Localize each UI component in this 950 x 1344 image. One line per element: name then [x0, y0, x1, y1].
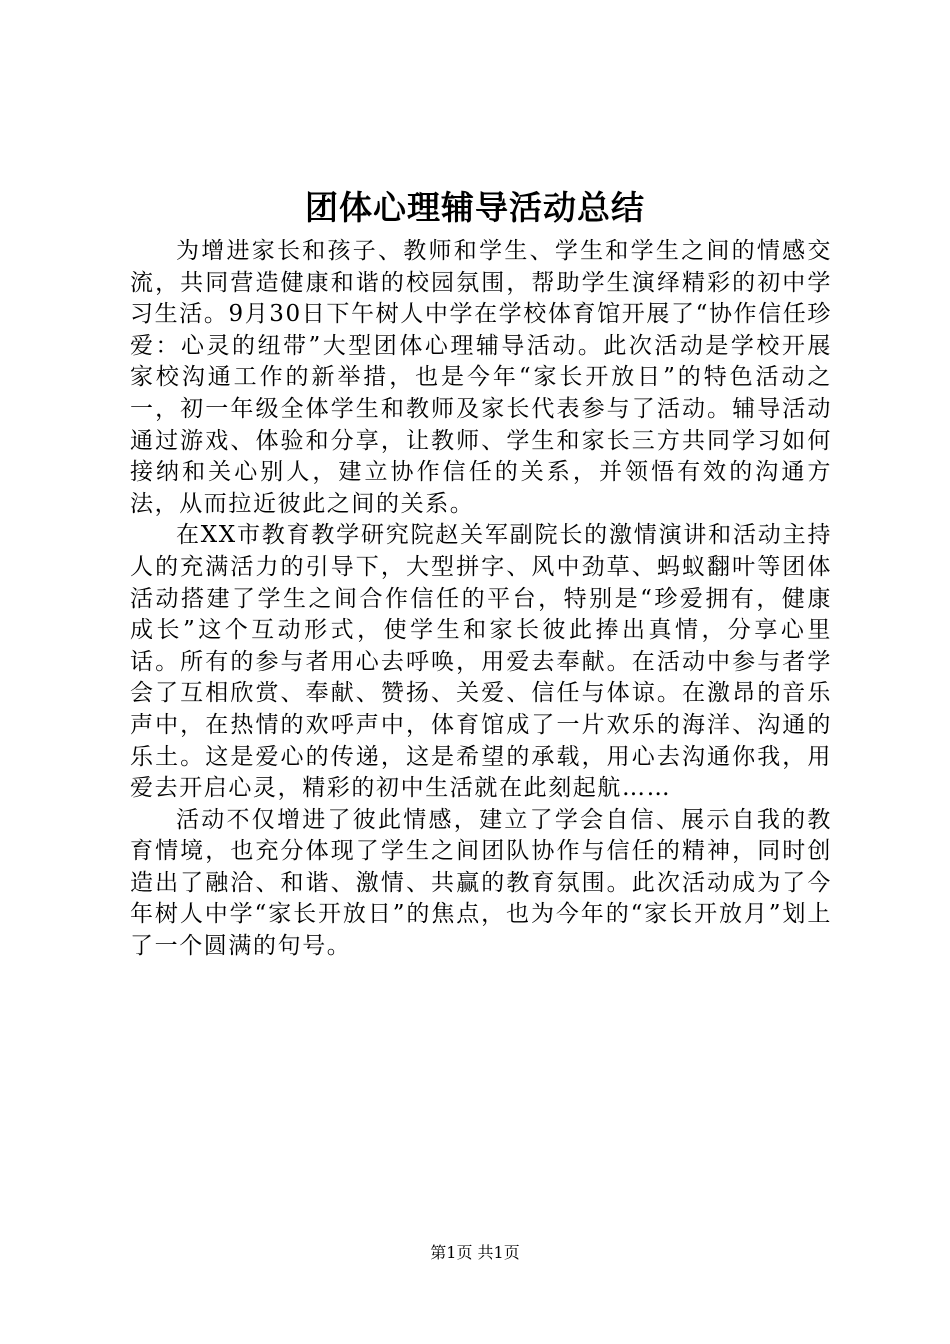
- document-title: 团体心理辅导活动总结: [305, 188, 645, 227]
- document-body: [130, 236, 832, 963]
- page-footer: 第1页 共1页: [430, 1243, 520, 1262]
- paragraph-2: 在XX市教育教学研究院赵关军副院长的激情演讲和活动主持人的充满活力的引导下，大型拼字、风中劲草、蚂蚁翻叶等团体活动搭建了学生之间合作信任的平台，特别是“珍爱拥有，健康成长”这个互动形式，使学生和家长彼此捧出真情，分享心里话。所有的参与者用心去呼唤，用爱去奉献。在活动中参与者学会了互相欣赏、奉献、赞扬、关爱、信任与体谅。在激昂的音乐声中，在热情的欢呼声中，体育馆成了一片欢乐的海洋、沟通的乐土。这是爱心的传递，这是希望的承载，用心去沟通你我，用爱去开启心灵，精彩的初中生活就在此刻起航……: [130, 522, 832, 802]
- paragraph-3: 活动不仅增进了彼此情感，建立了学会自信、展示自我的教育情境，也充分体现了学生之间团队协作与信任的精神，同时创造出了融洽、和谐、激情、共赢的教育氛围。此次活动成为了今年树人中学“家长开放日”的焦点，也为今年的“家长开放月”划上了一个圆满的句号。: [130, 806, 832, 960]
- paragraph-1: 为增进家长和孩子、教师和学生、学生和学生之间的情感交流，共同营造健康和谐的校园氛围，帮助学生演绎精彩的初中学习生活。9月30日下午树人中学在学校体育馆开展了“协作信任珍爱：心灵的纽带”大型团体心理辅导活动。此次活动是学校开展家校沟通工作的新举措，也是今年“家长开放日”的特色活动之一，初一年级全体学生和教师及家长代表参与了活动。辅导活动通过游戏、体验和分享，让教师、学生和家长三方共同学习如何接纳和关心别人，建立协作信任的关系，并领悟有效的沟通方法，从而拉近彼此之间的关系。: [130, 238, 832, 517]
